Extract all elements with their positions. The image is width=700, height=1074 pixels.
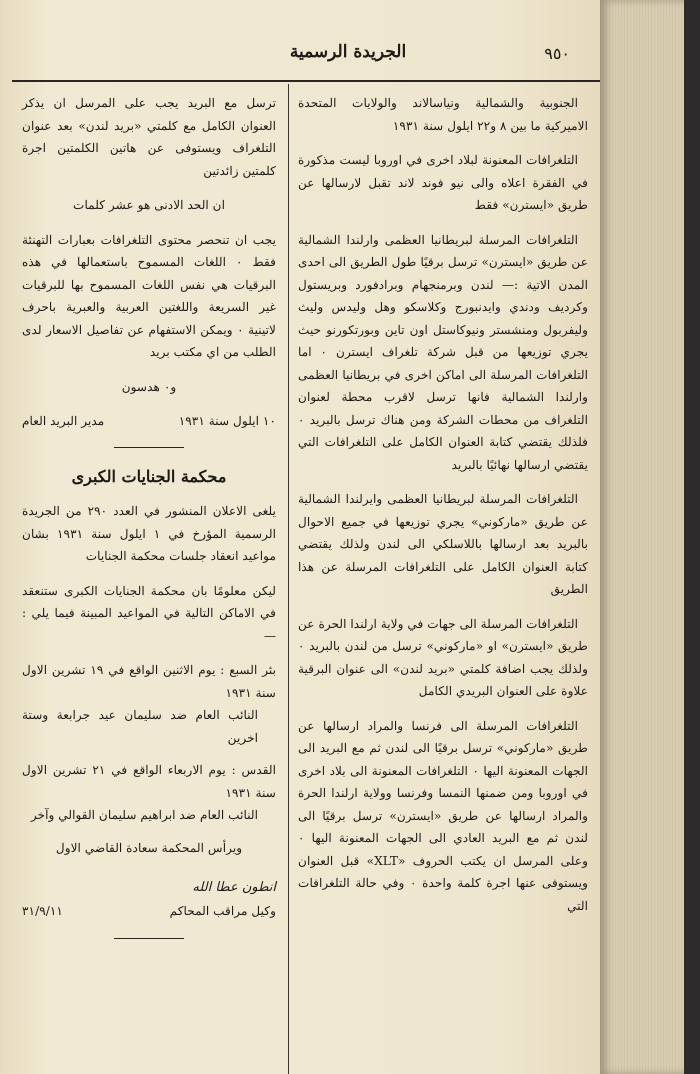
end-rule: [114, 938, 184, 939]
running-title: الجريدة الرسمية: [289, 42, 407, 62]
court-session: [22, 759, 276, 827]
header-rule: [12, 80, 600, 82]
paragraph: ويرأس المحكمة سعادة القاضي الاول: [55, 840, 243, 855]
notice-signoff: [22, 376, 276, 433]
section-heading: محكمة الجنايات الكبرى: [71, 466, 227, 486]
session-place-date: القدس : يوم الاربعاء الواقع في ٢١ تشرين الاول سنة ١٩٣١: [22, 763, 277, 800]
court-signature: [22, 877, 276, 922]
book-cover: [684, 0, 700, 1074]
session-case: النائب العام ضد ابراهيم سليمان القوالي وآخر: [30, 808, 258, 822]
signatory-name: انطون عطا الله: [192, 880, 276, 895]
signatory-name: و٠ هدسون: [121, 379, 177, 394]
paragraph: ليكن معلومًا بان محكمة الجنايات الكبرى ستنعقد في الاماكن التالية في المواعيد المبينة فيما يلي :—: [22, 583, 276, 643]
court-session: [22, 659, 276, 749]
signatory-title: وكيل مراقب المحاكم: [169, 903, 276, 918]
paragraph: الجنوبية والشمالية ونياسالاند والولايات المتحدة الاميركية ما بين ٨ و٢٢ ايلول سنة ١٩٣١: [298, 96, 588, 133]
left-column: [22, 92, 276, 939]
session-place-date: بئر السبع : يوم الاثنين الواقع في ١٩ تشرين الاول سنة ١٩٣١: [22, 663, 276, 700]
page-number: ٩٥٠: [544, 44, 570, 63]
paragraph: يجب ان تنحصر محتوى التلغرافات بعبارات التهنئة فقط ٠ اللغات المسموح باستعمالها في هذه البرقيات هي نفس اللغات المسموح بها للبرقيات غير السريعة واللغتين العربية والعبرية باحرف لاتينية ٠ ويمكن الاستفهام عن تفاصيل الاسعار لدى الطلب من اي مكتب بريد: [22, 232, 277, 359]
signoff-date: ١٠ ايلول سنة ١٩٣١: [178, 414, 276, 428]
paragraph: التلغرافات المرسلة الى جهات في ولاية ارلندا الحرة عن طريق «ايسترن» او «ماركوني» ترسل من لندن بالبريد ٠ ولذلك يجب اضافة كلمتي «بريد لندن» الى عنوان البرقية علاوة على العنوان البريدي الكامل: [298, 616, 588, 698]
paragraph: ترسل مع البريد يجب على المرسل ان يذكر العنوان الكامل مع كلمتي «بريد لندن» بعد عنوان التلغراف ويستوفى عن هاتين الكلمتين اجرة كلمتين زائدتين: [22, 96, 276, 178]
paragraph: التلغرافات المرسلة الى فرنسا والمراد ارسالها عن طريق «ماركوني» ترسل برقيًا الى لندن ثم مع البريد الى الجهات المعنونة اليها ٠ التلغرافات المعنونة الى بلاد اخرى في اوروبا ومن ضمنها النمسا وفرنسا وولاية ارلندا الحرة والمراد ارسالها عن طريق «ايسترن» ترسل برقيًا الى لندن ثم مع البريد العادي الى الجهات المعنونة اليها ٠ وعلى المرسل ان يكتب الحروف «XLT» قبل العنوان ويستوفى عنها اجرة كلمة واحدة ٠ وفي حالة التلغرافات التي: [298, 718, 588, 913]
signature-date: ٣١/٩/١١: [22, 903, 63, 918]
paragraph: التلغرافات المرسلة لبريطانيا العظمى وارلندا الشمالية عن طريق «ايسترن» ترسل برقيًا طول الطريق الى احدى المدن الاتية :— لندن وبرمنجهام وبرادفورد وبريستول وكرديف ودندي وايدنبورج وكلاسكو وهل وليدس وليث وليفربول ومنشستر ونيوكاستل اون تاين وبورتكورنو حيث يجري توزيعها من قبل شركة تلغراف ايسترن ٠ اما التلغرافات المرسلة الى اماكن اخرى في بريطانيا العظمى وارلندا الشمالية فانها ترسل لاقرب محطة لعنوان التلغراف من محطات الشركة ومن هناك ترسل بالبريد ٠ فلذلك يقتضي كتابة العنوان الكامل على التلغرافات التي يقتضي ارسالها نهائيًا بالبريد: [298, 232, 588, 472]
column-divider: [288, 84, 289, 1074]
section-divider: [114, 447, 184, 448]
paragraph: يلغى الاعلان المنشور في العدد ٢٩٠ من الجريدة الرسمية المؤرخ في ١ ايلول سنة ١٩٣١ بشان مواعيد انعقاد جلسات محكمة الجنايات: [22, 504, 276, 563]
paragraph: التلغرافات المعنونة لبلاد اخرى في اوروبا ليست مذكورة في الفقرة اعلاه والى نيو فوند لاند تقبل لارسالها عن طريق «ايسترن» فقط: [298, 153, 588, 212]
session-case: النائب العام ضد سليمان عيد جرابعة وستة اخرين: [22, 708, 258, 745]
paragraph: ان الحد الادنى هو عشر كلمات: [72, 198, 226, 212]
right-column: [298, 92, 588, 929]
signatory-title: مدير البريد العام: [22, 414, 105, 428]
paragraph: التلغرافات المرسلة لبريطانيا العظمى وايرلندا الشمالية عن طريق «ماركوني» يجري توزيعها في جميع الاحوال بالبريد بعد ارسالها باللاسلكي الى لندن ولذلك يقتضي كتابة العنوان الكامل على التلغرافات المرسلة عن هذا الطريق: [298, 492, 588, 596]
page-header: [18, 38, 600, 78]
